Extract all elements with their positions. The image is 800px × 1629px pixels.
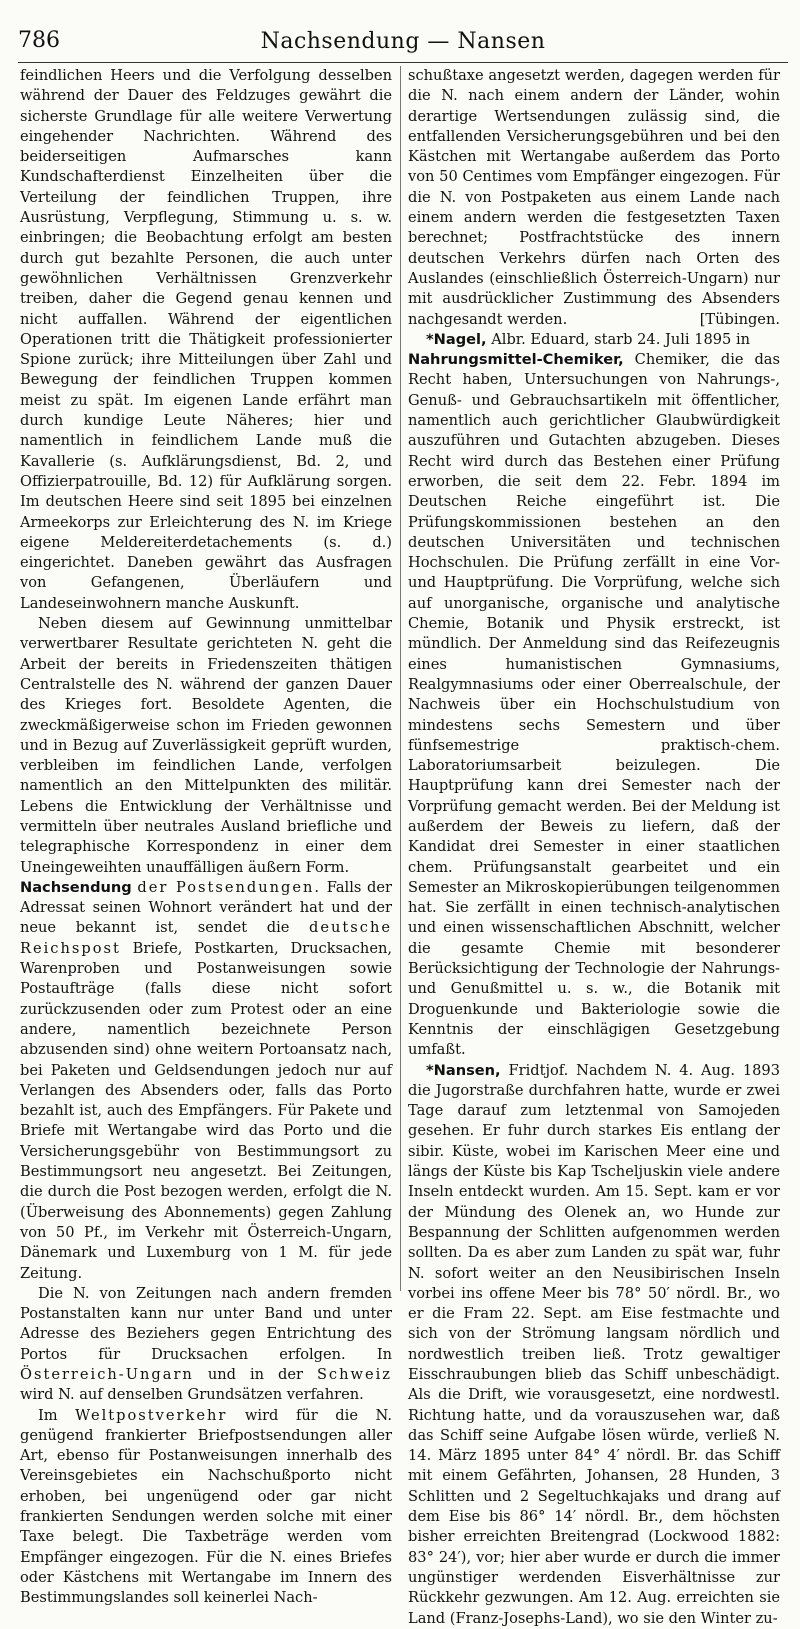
column-divider — [400, 66, 401, 1291]
page-number: 786 — [18, 28, 60, 53]
text: Albr. Eduard, starb 24. Juli 1895 in — [486, 330, 751, 348]
running-head: Nachsendung — Nansen — [260, 28, 546, 54]
paragraph — [20, 1284, 392, 1406]
entry-headword: Nachsendung — [20, 878, 132, 896]
text: Fridtjof. Nachdem N. 4. Aug. 1893 die Jugorstraße durchfahren hatte, wurde er zwei Tage darauf zum letztenmal von Samojeden gesehen. Er fuhr durch starkes Eis entlang der sibir. Küste, wobei im Karischen Meer eine und längs der Küste bis Kap Tscheljuskin viele andere Inseln entdeckt wurden. Am 15. Sept. kam er vor der Mündung des Olenek an, wo Hunde zur Bespannung der Schlitten aufgenommen werden sollten. Da es aber zum Landen zu spät war, fuhr N. sofort weiter an den Neusibirischen Inseln vorbei ins offene Meer bis 78° 50′ nördl. Br., wo er die Fram 22. Sept. am Eise festmachte und sich von der Strömung langsam nördlich und nordwestlich treiben ließ. Trotz gewaltiger Eisschraubungen blieb das Schiff unbeschädigt. Als die Drift, wie vorausgesetzt, eine nordwestl. Richtung hatte, und da vorauszusehen war, daß das Schiff seine Aufgabe lösen würde, verließ N. 14. März 1895 unter 84° 4′ nördl. Br. das Schiff mit einem Gefährten, Johansen, 28 Hunden, 3 Schlitten und 2 Segeltuchkajaks und drang auf dem Eise bis 86° 14′ nördl. Br., dem höchsten bisher erreichten Breitengrad (Lockwood 1882: 83° 24′), vor; hier aber wurde er durch die immer ungünstiger werdenden Eisverhältnisse zur Rückkehr gezwungen. Am 12. Aug. erreichten sie Land (Franz-Josephs-Land), wo sie den Winter zu- — [408, 1061, 780, 1627]
header-rule — [18, 62, 788, 63]
spaced-text: Österreich-Ungarn — [20, 1366, 194, 1383]
text: Chemiker, die das Recht haben, Untersuchungen von Nahrungs-, Genuß- und Gebrauchsartikeln mit öffentlicher, namentlich auch gerichtlicher Glaubwürdigkeit auszuführen und Gutachten abzugeben. Dieses Recht wird durch das Bestehen einer Prüfung erworben, die seit dem 22. Febr. 1894 im Deutschen Reiche eingeführt ist. Die Prüfungskommissionen bestehen an den deutschen Universitäten und technischen Hochschulen. Die Prüfung zerfällt in eine Vor- und Hauptprüfung. Die Vorprüfung, welche sich auf unorganische, organische und analytische Chemie, Botanik und Physik erstreckt, ist mündlich. Der Anmeldung sind das Reifezeugnis eines humanistischen Gymnasiums, Realgymnasiums oder einer Oberrealschule, der Nachweis über ein Hochschulstudium von mindestens sechs Semestern und über fünfsemestrige praktisch-chem. Laboratoriumsarbeit beizulegen. Die Hauptprüfung kann drei Semester nach der Vorprüfung gemacht werden. Bei der Meldung ist außerdem der Beweis zu liefern, daß der Kandidat drei Semester in einer staatlichen chem. Prüfungsanstalt gearbeitet und ein Semester an Mikroskopierübungen teilgenommen hat. Sie zerfällt in einen technisch-analytischen und einen wissenschaftlichen Abschnitt, welcher die gesamte Chemie mit besonderer Berücksichtigung der Technologie der Nahrungs- und Genußmittel u. s. w., die Botanik mit Droguenkunde und Bakteriologie sowie die Kenntnis der einschlägigen Gesetzgebung umfaßt. — [408, 351, 780, 1059]
entry-nagel — [408, 330, 780, 350]
text: Falls der Adressat seinen Wohnort verändert hat und der neue bekannt ist, sendet die — [20, 878, 392, 937]
author-signature: [Tübingen. — [699, 310, 780, 328]
page-header — [18, 24, 788, 58]
spaced-text: Schweiz — [316, 1366, 392, 1383]
paragraph — [20, 1406, 392, 1609]
text: wird N. auf denselben Grundsätzen verfahren. — [20, 1386, 364, 1404]
spaced-text: der Postsendungen. — [137, 878, 322, 896]
entry-headword: *Nagel, — [426, 330, 487, 348]
left-column — [20, 66, 392, 1609]
paragraph: Neben diesem auf Gewinnung unmittelbar verwertbarer Resultate gerichteten N. geht die Arbeit der bereits in Friedenszeiten thätigen Centralstelle des N. während der ganzen Dauer des Krieges fort. Besoldete Agenten, die zweckmäßigerweise schon im Frieden gewonnen und in Bezug auf Zuverlässigkeit geprüft wurden, verbleiben im feindlichen Lande, verfolgen namentlich an den Mittelpunkten des militär. Lebens die Entwicklung der Verhältnisse und vermitteln über neutrales Ausland briefliche und telegraphische Korrespondenz in einer dem Uneingeweihten unauffälligen äußern Form. — [20, 615, 392, 876]
entry-nansen — [408, 1061, 780, 1629]
text: wird für die N. genügend frankierter Briefpostsendungen aller Art, ebenso für Postanweisungen innerhalb des Vereinsgebietes ein Nachschußporto nicht erhoben, bei ungenügend oder gar nicht frankierten Sendungen werden solche mit einer Taxe belegt. Die Taxbeträge werden vom Empfänger eingezogen. Für die N. eines Briefes oder Kästchens mit Wertangabe im Innern des Bestimmungslandes soll keinerlei Nach- — [20, 1406, 392, 1607]
text: Im — [38, 1406, 76, 1424]
paragraph — [408, 66, 780, 330]
text: und in der — [193, 1366, 317, 1383]
spaced-text: Weltpostverkehr — [75, 1406, 228, 1424]
entry-nachsendung — [20, 878, 392, 1284]
paragraph: feindlichen Heers und die Verfolgung desselben während der Dauer des Feldzuges gewährt die sicherste Grundlage für alle weitere Verwertung eingehender Nachrichten. Während des beiderseitigen Aufmarsches kann Kundschafterdienst Einzelheiten über die Verteilung der feindlichen Truppen, ihre Ausrüstung, Verpflegung, Stimmung u. s. w. einbringen; die Beobachtung erfolgt am besten durch gut bezahlte Personen, die auch unter gewöhnlichen Verhältnissen Grenzverkehr treiben, daher die Gegend genau kennen und nicht auffallen. Während der eigentlichen Operationen tritt die Thätigkeit professionierter Spione zurück; ihre Mitteilungen über Zahl und Bewegung der feindlichen Truppen kommen meist zu spät. Im eigenen Lande erfährt man durch kundige Leute Näheres; hier und namentlich in feindlichem Lande muß die Kavallerie (s. Aufklärungsdienst, Bd. 2, und Offizierpatrouille, Bd. 12) für Aufklärung sorgen. Im deutschen Heere sind seit 1895 bei einzelnen Armeekorps zur Erleichterung des N. im Kriege eigene Meldereiterdetachements (s. d.) eingerichtet. Daneben gewährt das Ausfragen von Gefangenen, Überläufern und Landeseinwohnern manche Auskunft. — [20, 67, 392, 612]
spaced-text: deutsche Reichspost — [20, 919, 392, 957]
text: Die N. von Zeitungen nach andern fremden Postanstalten kann nur unter Band und unter Adresse des Beziehers gegen Entrichtung des Portos für Drucksachen erfolgen. In — [20, 1284, 392, 1363]
text: schußtaxe angesetzt werden, dagegen werden für die N. nach einem andern der Länder, wohin derartige Wertsendungen zulässig sind, die entfallenden Versicherungsgebühren und bei den Kästchen mit Wertangabe außerdem das Porto von 50 Centimes vom Empfänger eingezogen. Für die N. von Postpaketen aus einem Lande nach einem andern werden die festgesetzten Taxen berechnet; Postfrachtstücke des innern deutschen Verkehrs dürfen nach Orten des Auslandes (einschließlich Österreich-Ungarn) nur mit ausdrücklicher Zustimmung des Absenders nachgesandt werden. — [408, 67, 780, 328]
right-column — [408, 66, 780, 1629]
entry-headword: *Nansen, — [426, 1061, 501, 1079]
text: Briefe, Postkarten, Drucksachen, Warenproben und Postanweisungen sowie Postaufträge (falls diese nicht sofort zurückzusenden oder zum Protest oder an eine andere, namentlich bezeichnete Person abzusenden sind) ohne weitern Portoansatz nach, bei Paketen und Geldsendungen jedoch nur auf Verlangen des Absenders oder, falls das Porto bezahlt ist, auch des Empfängers. Für Pakete und Briefe mit Wertangabe wird das Porto und die Versicherungsgebühr von Bestimmungsort zu Bestimmungsort neu angesetzt. Bei Zeitungen, die durch die Post bezogen werden, erfolgt die N. (Überweisung des Abonnements) gegen Zahlung von 50 Pf., im Verkehr mit Österreich-Ungarn, Dänemark und Luxemburg von 1 M. für jede Zeitung. — [20, 939, 392, 1282]
entry-headword: Nahrungsmittel-Chemiker, — [408, 351, 624, 369]
entry-nahrungsmittel-chemiker — [408, 350, 780, 1060]
